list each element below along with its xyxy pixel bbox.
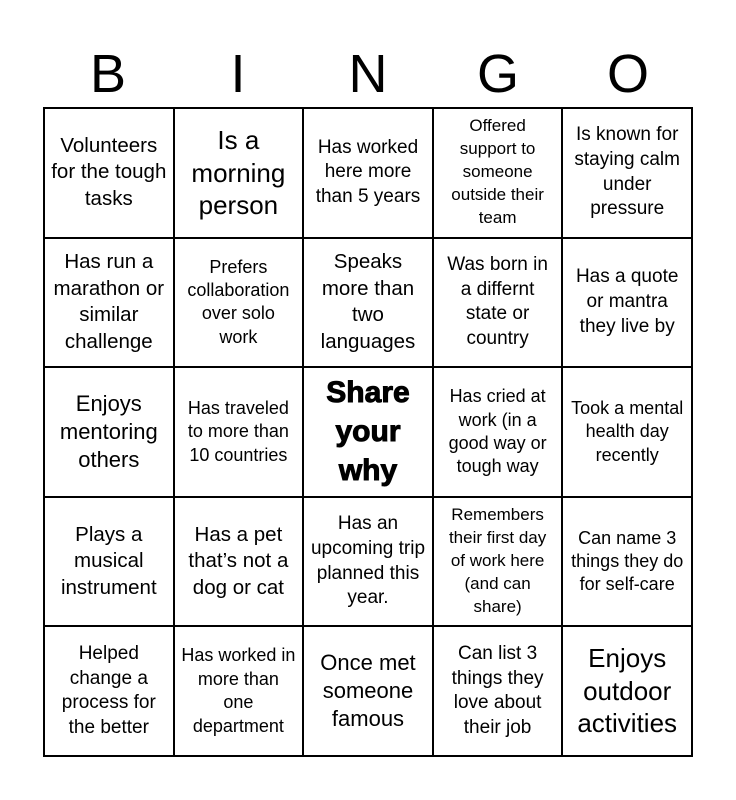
bingo-cell-r4c3: Has an upcoming trip planned this year. — [303, 497, 433, 627]
header-letter-b: B — [89, 44, 127, 104]
bingo-cell-r2c2: Prefers collaboration over solo work — [174, 238, 304, 368]
header-letter-i: I — [230, 44, 246, 104]
bingo-cell-r1c4: Offered support to someone outside their team — [433, 108, 563, 238]
free-space-cell: Share your why — [303, 367, 433, 497]
bingo-cell-r5c3: Once met someone famous — [303, 626, 433, 756]
bingo-cell-r3c2: Has traveled to more than 10 countries — [174, 367, 304, 497]
bingo-cell-r2c1: Has run a marathon or similar challenge — [44, 238, 174, 368]
bingo-grid — [43, 107, 693, 757]
header-letter-o: O — [606, 44, 649, 104]
header-letter-g: G — [476, 44, 519, 104]
bingo-cell-r4c4: Remembers their first day of work here (and can share) — [433, 497, 563, 627]
bingo-cell-r3c5: Took a mental health day recently — [562, 367, 692, 497]
bingo-cell-r1c5: Is known for staying calm under pressure — [562, 108, 692, 238]
bingo-cell-r5c2: Has worked in more than one department — [174, 626, 304, 756]
bingo-cell-r4c1: Plays a musical instrument — [44, 497, 174, 627]
bingo-cell-r1c1: Volunteers for the tough tasks — [44, 108, 174, 238]
header-letter-n: N — [348, 44, 388, 104]
bingo-cell-r1c2: Is a morning person — [174, 108, 304, 238]
bingo-header — [43, 40, 693, 108]
bingo-cell-r3c4: Has cried at work (in a good way or tough way — [433, 367, 563, 497]
bingo-cell-r3c1: Enjoys mentoring others — [44, 367, 174, 497]
bingo-cell-r4c5: Can name 3 things they do for self-care — [562, 497, 692, 627]
bingo-cell-r2c3: Speaks more than two languages — [303, 238, 433, 368]
bingo-cell-r5c5: Enjoys outdoor activities — [562, 626, 692, 756]
bingo-cell-r1c3: Has worked here more than 5 years — [303, 108, 433, 238]
bingo-cell-r2c4: Was born in a differnt state or country — [433, 238, 563, 368]
bingo-cell-r5c4: Can list 3 things they love about their job — [433, 626, 563, 756]
bingo-cell-r5c1: Helped change a process for the better — [44, 626, 174, 756]
bingo-cell-r4c2: Has a pet that’s not a dog or cat — [174, 497, 304, 627]
bingo-cell-r2c5: Has a quote or mantra they live by — [562, 238, 692, 368]
